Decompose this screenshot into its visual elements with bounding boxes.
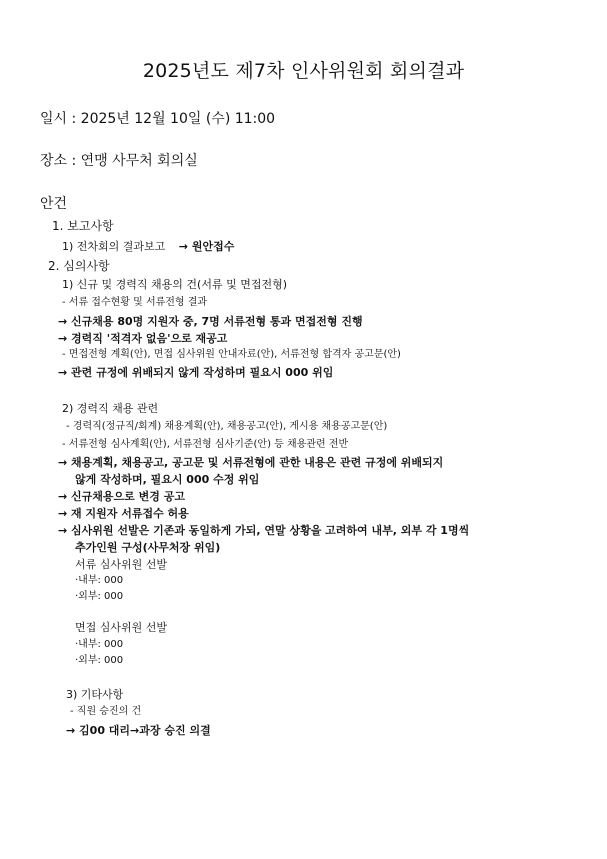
agenda-heading: 안건 bbox=[40, 196, 68, 212]
item1-line-2: → 신규채용 80명 지원자 중, 7명 서류전형 통과 면접전형 진행 bbox=[58, 315, 363, 328]
item2-line-6: → 재 지원자 서류접수 허용 bbox=[58, 507, 189, 520]
item1-line-3: → 경력직 '적격자 없음'으로 재공고 bbox=[58, 332, 228, 345]
item2-line-2: - 서류전형 심사계획(안), 서류전형 심사기준(안) 등 채용관련 전반 bbox=[62, 439, 349, 450]
item1-title: 1) 신규 및 경력직 채용의 건(서류 및 면접전형) bbox=[62, 278, 287, 291]
meeting-datetime: 일시 : 2025년 12월 10일 (수) 11:00 bbox=[40, 111, 276, 127]
item2-line-10: ·내부: 000 bbox=[75, 575, 124, 586]
item2-line-8: 추가인원 구성(사무처장 위임) bbox=[75, 541, 221, 554]
deliberation-heading: 2. 심의사항 bbox=[48, 259, 110, 273]
report-item-1-label: 1) 전차회의 결과보고 bbox=[62, 240, 166, 253]
item1-line-4: - 면접전형 계획(안), 면접 심사위원 안내자료(안), 서류전형 합격자 공고문(안) bbox=[62, 349, 401, 360]
item3-title: 3) 기타사항 bbox=[66, 688, 124, 701]
meeting-place: 장소 : 연맹 사무처 회의실 bbox=[40, 153, 198, 169]
item2-line-13: ·내부: 000 bbox=[75, 639, 124, 650]
document-title: 2025년도 제7차 인사위원회 회의결과 bbox=[142, 60, 465, 82]
item2-line-1: - 경력직(정규직/회계) 채용계획(안), 채용공고(안), 게시용 채용공고문(안) bbox=[66, 421, 388, 432]
item2-line-5: → 신규채용으로 변경 공고 bbox=[58, 490, 185, 503]
item2-line-9: 서류 심사위원 선발 bbox=[75, 558, 168, 571]
item2-line-11: ·외부: 000 bbox=[75, 591, 124, 602]
item2-line-3: → 채용계획, 채용공고, 공고문 및 서류전형에 관한 내용은 관련 규정에 위배되지 bbox=[58, 456, 444, 469]
item1-line-5: → 관련 규정에 위배되지 않게 작성하며 필요시 000 위임 bbox=[58, 366, 334, 379]
report-heading: 1. 보고사항 bbox=[52, 219, 114, 233]
item2-line-7: → 심사위원 선발은 기존과 동일하게 가되, 연말 상황을 고려하여 내부, 외부 각 1명씩 bbox=[58, 524, 470, 537]
item3-line-1: - 직원 승진의 건 bbox=[70, 706, 142, 717]
report-item-1-result: → 원안접수 bbox=[178, 240, 235, 253]
item3-line-2: → 김00 대리→과장 승진 의결 bbox=[66, 724, 211, 737]
item2-line-12: 면접 심사위원 선발 bbox=[75, 621, 168, 634]
item2-line-4: 않게 작성하며, 필요시 000 수정 위임 bbox=[75, 473, 260, 486]
report-item-1 bbox=[62, 241, 234, 252]
item2-title: 2) 경력직 채용 관련 bbox=[62, 402, 159, 415]
item1-line-1: - 서류 접수현황 및 서류전형 결과 bbox=[62, 297, 208, 308]
item2-line-14: ·외부: 000 bbox=[75, 655, 124, 666]
